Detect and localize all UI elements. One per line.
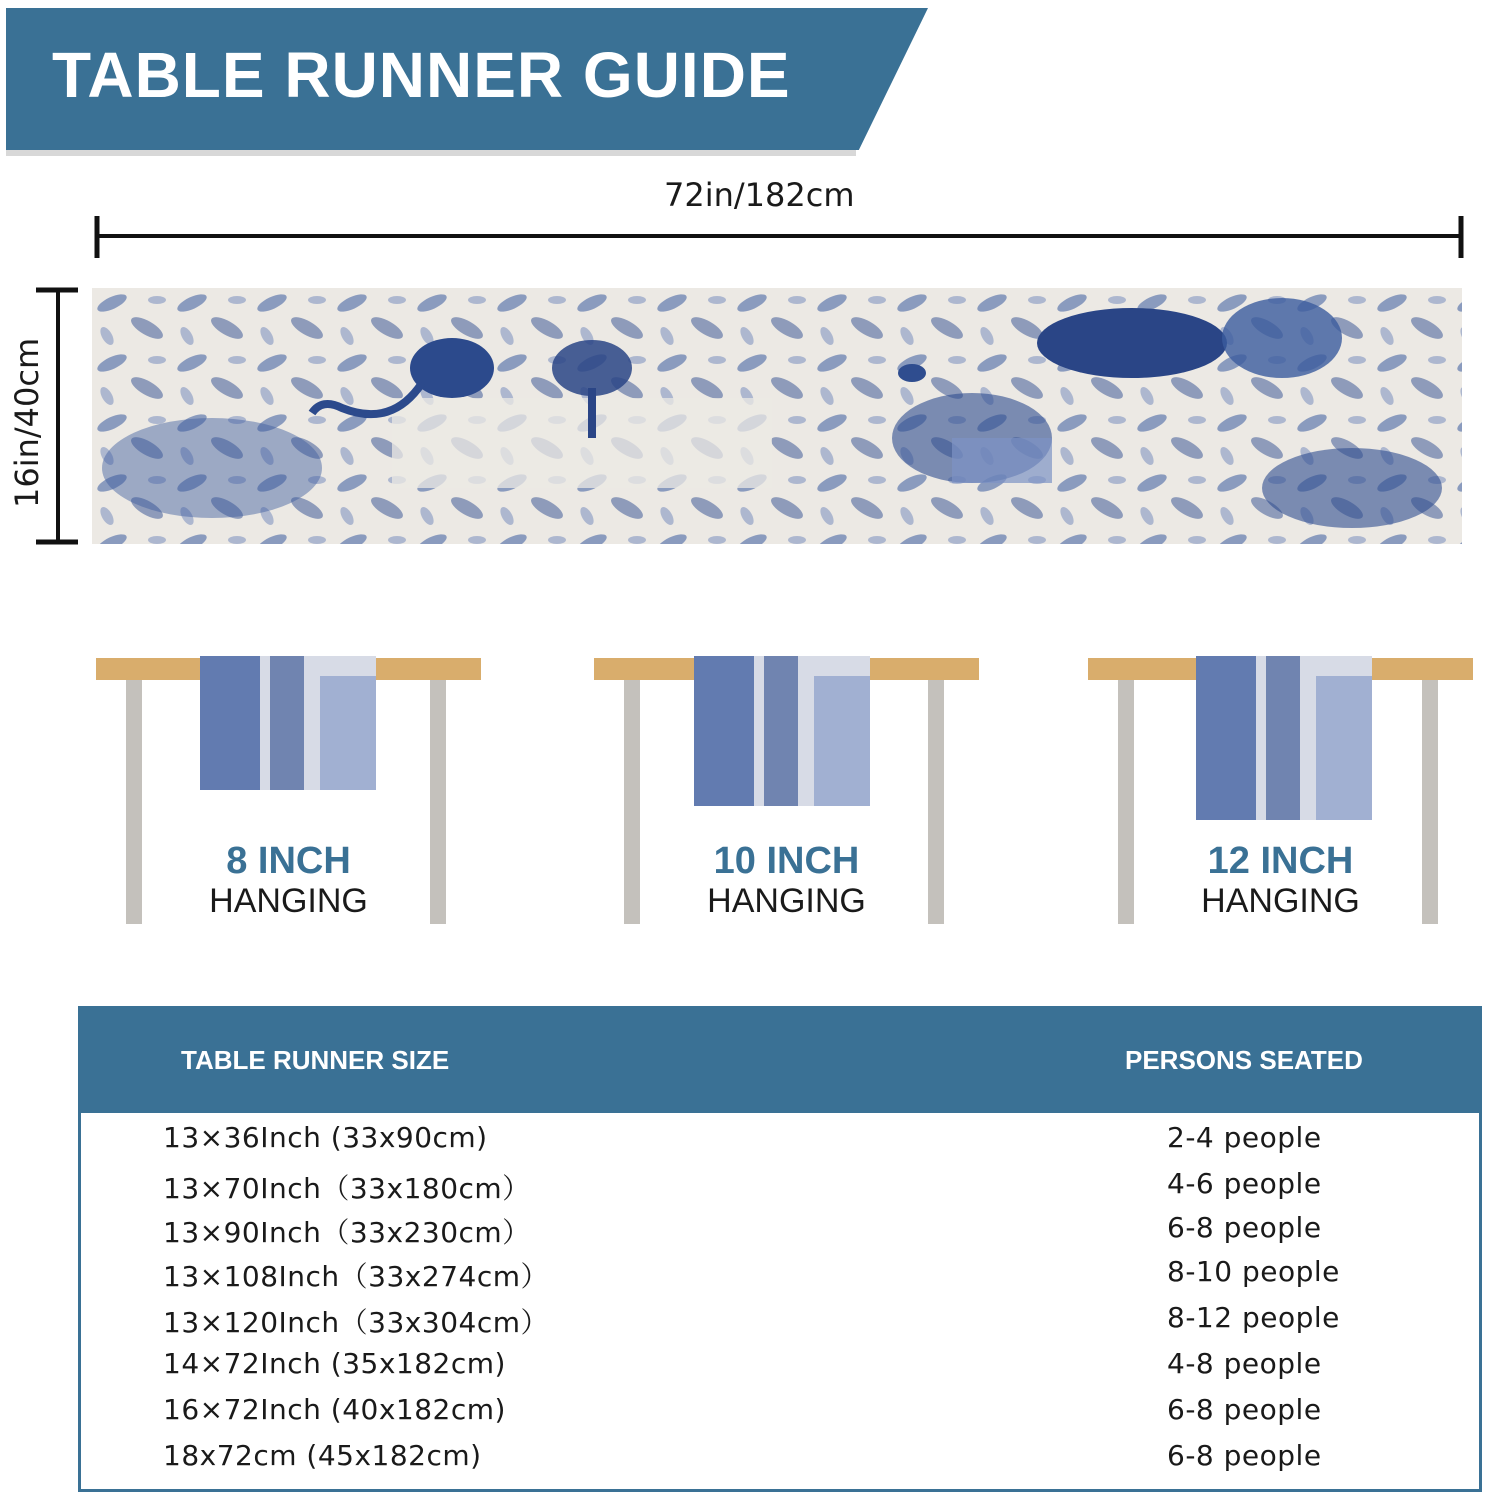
size-cell: 13×108Inch（33x274cm） [163, 1260, 549, 1293]
persons-cell: 8-10 people [1167, 1255, 1340, 1288]
table-row [81, 1347, 1479, 1391]
persons-cell: 8-12 people [1167, 1301, 1340, 1334]
length-label: 72in/182cm [664, 176, 855, 214]
size-table [78, 1006, 1482, 1492]
header-persons: PERSONS SEATED [1125, 1045, 1363, 1075]
table-row [81, 1255, 1479, 1299]
hanging-illustration-10 [594, 650, 984, 930]
persons-cell: 6-8 people [1167, 1439, 1322, 1472]
hanging-word-label: HANGING [209, 882, 368, 920]
hanging-inch-label: 10 INCH [713, 840, 860, 882]
persons-cell: 2-4 people [1167, 1121, 1322, 1154]
hanging-word-label: HANGING [707, 882, 866, 920]
hanging-word-label: HANGING [1201, 882, 1360, 920]
width-label: 16in/40cm [8, 337, 46, 508]
size-cell: 13×36Inch (33x90cm) [163, 1121, 488, 1154]
hanging-inch-label: 12 INCH [1207, 840, 1354, 882]
length-dimension-line [92, 214, 1468, 260]
table-row [81, 1439, 1479, 1483]
table-row [81, 1393, 1479, 1437]
size-cell: 13×70Inch（33x180cm） [163, 1172, 531, 1205]
size-cell: 18x72cm (45x182cm) [163, 1439, 482, 1472]
hanging-illustration-12 [1088, 650, 1478, 930]
size-table-header [81, 1009, 1479, 1113]
table-row [81, 1121, 1479, 1165]
persons-cell: 4-6 people [1167, 1167, 1322, 1200]
persons-cell: 4-8 people [1167, 1347, 1322, 1380]
table-row [81, 1167, 1479, 1211]
header-size: TABLE RUNNER SIZE [181, 1045, 450, 1075]
page-title: TABLE RUNNER GUIDE [52, 39, 791, 111]
size-cell: 16×72Inch (40x182cm) [163, 1393, 506, 1426]
table-row [81, 1301, 1479, 1345]
size-cell: 14×72Inch (35x182cm) [163, 1347, 506, 1380]
table-row [81, 1211, 1479, 1255]
banner-shadow [6, 150, 856, 156]
table-runner-image [92, 288, 1462, 544]
size-cell: 13×120Inch（33x304cm） [163, 1306, 549, 1339]
persons-cell: 6-8 people [1167, 1211, 1322, 1244]
hanging-runner-swatch [200, 656, 376, 790]
hanging-runner-swatch [1196, 656, 1372, 820]
size-cell: 13×90Inch（33x230cm） [163, 1216, 531, 1249]
hanging-runner-swatch [694, 656, 870, 806]
hanging-inch-label: 8 INCH [226, 840, 351, 882]
persons-cell: 6-8 people [1167, 1393, 1322, 1426]
hanging-illustration-8 [96, 650, 486, 930]
